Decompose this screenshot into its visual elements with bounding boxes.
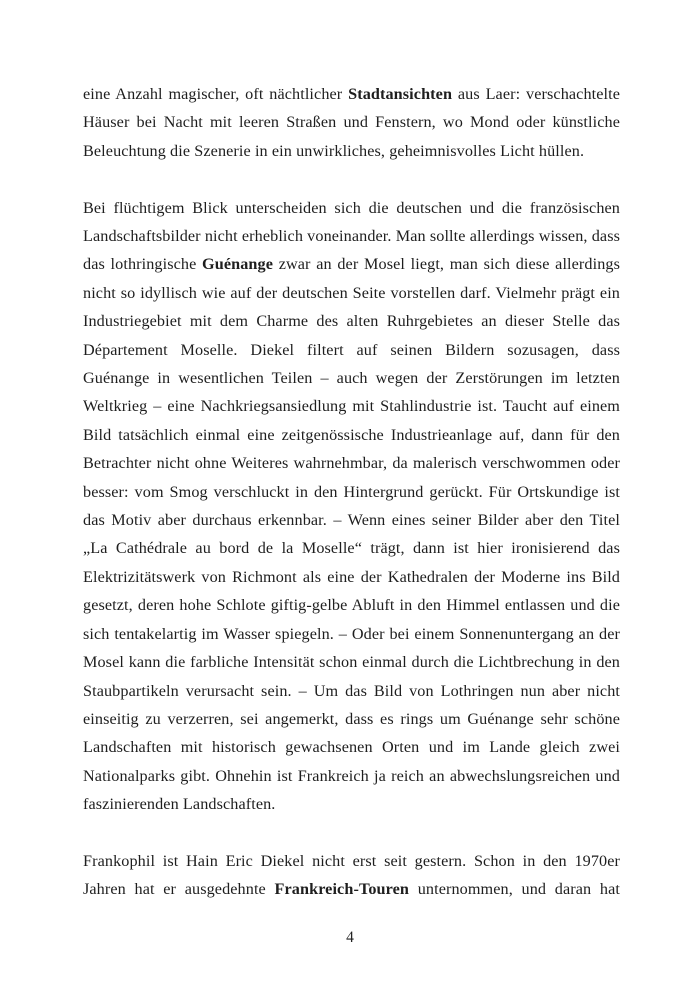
- bold-text-run: Frankreich-Touren: [274, 880, 410, 899]
- text-run: zwar an der Mosel liegt, man sich diese allerdings nicht so idyllisch wie auf der deutschen Seite vorstellen darf. Vielmehr prägt ein Industriegebiet mit dem Charme des alten Ruhrgebietes an dieser Stelle das Département Moselle. Diekel filtert auf seinen Bildern sozusagen, dass Guénange in wesentlichen Teilen – auch wegen der Zerstörungen im letzten Weltkrieg – eine Nachkriegsansiedlung mit Stahlindustrie ist. Taucht auf einem Bild tatsächlich einmal eine zeitgenössische Industrieanlage auf, dann für den Betrachter nicht ohne Weiteres wahrnehmbar, da malerisch verschwommen oder besser: vom Smog verschluckt in den Hintergrund gerückt. Für Ortskundige ist das Motiv aber durchaus erkennbar. – Wenn eines seiner Bilder aber den Titel „La Cathédrale au bord de la Moselle“ trägt, dann ist hier ironisierend das Elektrizitätswerk von Richmont als eine der Kathedralen der Moderne ins Bild gesetzt, deren hohe Schlote giftig-gelbe Abluft in den Himmel entlassen und die sich tentakelartig im Wasser spiegeln. – Oder bei einem Sonnenuntergang an der Mosel kann die farbliche Intensität schon einmal durch die Lichtbrechung in den Staubpartikeln verursacht sein. – Um das Bild von Lothringen nun aber nicht einseitig zu verzerren, sei angemerkt, dass es rings um Guénange sehr schöne Landschaften mit historisch gewachsenen Orten und im Lande gleich zwei Nationalparks gibt. Ohnehin ist Frankreich ja reich an abwechslungsreichen und faszinierenden Landschaften.: [83, 255, 620, 814]
- bold-text-run: Stadtansichten: [348, 85, 453, 103]
- paragraph: [83, 80, 620, 165]
- bold-text-run: Guénange: [202, 255, 274, 274]
- page-number: 4: [346, 929, 354, 946]
- text-run: aus Laer: verschachtelte Häuser bei Nacht mit leeren Straßen und Fenstern, wo Mond oder künstliche Beleuchtung die Szenerie in ein unwirkliches, geheimnisvolles Licht hüllen.: [83, 85, 621, 160]
- text-run: eine Anzahl magischer, oft nächtlicher: [83, 85, 349, 103]
- text-run: Bei flüchtigem Blick unterscheiden sich die deutschen und die französischen Landschaftsbilder nicht erheblich voneinander. Man sollte allerdings wissen, dass das lothringische: [83, 198, 620, 274]
- paragraph: [83, 194, 620, 819]
- text-run: Frankophil ist Hain Eric Diekel nicht erst seit gestern. Schon in den 1970er Jahren hat er ausgedehnte: [83, 851, 620, 899]
- document-body: [83, 80, 620, 904]
- text-run: unternommen, und daran hat: [409, 880, 620, 899]
- page-footer: [0, 928, 700, 948]
- paragraph: [83, 847, 620, 904]
